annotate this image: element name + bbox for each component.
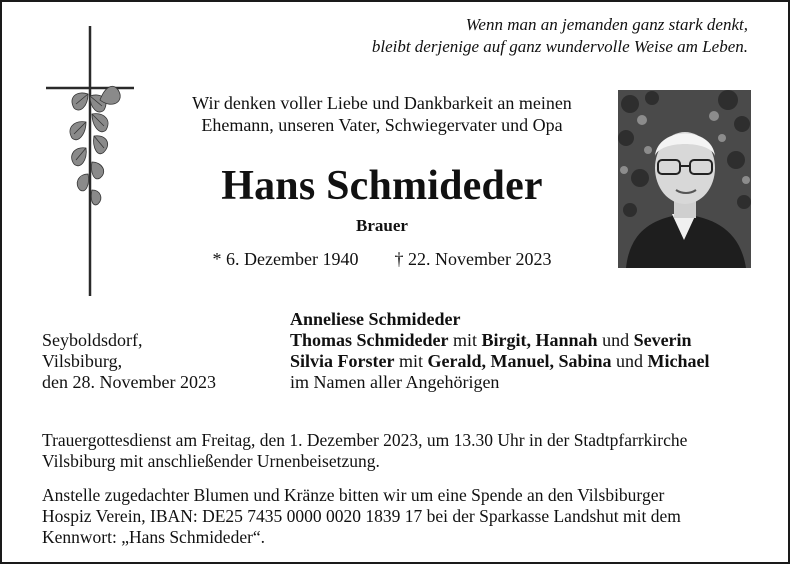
place-line-3: den 28. November 2023 <box>42 372 216 392</box>
mourner-2: Thomas Schmideder <box>290 330 449 350</box>
mourner-1: Anneliese Schmideder <box>290 309 461 329</box>
mourner-3-family-a: Gerald, Manuel, Sabina <box>427 351 612 371</box>
cross-with-leaves-icon <box>42 24 142 300</box>
deceased-profession: Brauer <box>356 216 408 235</box>
mourner-3-connector-1: mit <box>394 351 428 371</box>
life-dates <box>152 248 612 270</box>
mourner-3-connector-2: und <box>611 351 648 371</box>
donation-request <box>42 485 754 548</box>
quote-line-1: Wenn man an jemanden ganz stark denkt, <box>465 15 748 34</box>
intro-line-1: Wir denken voller Liebe und Dankbarkeit an meinen <box>192 93 572 113</box>
place-line-1: Seyboldsdorf, <box>42 330 143 350</box>
portrait-photo <box>618 90 751 268</box>
deceased-name: Hans Schmideder <box>221 163 543 209</box>
death-date: † 22. November 2023 <box>394 249 552 269</box>
place-line-2: Vilsbiburg, <box>42 351 123 371</box>
mourners-list <box>290 309 710 393</box>
mourner-2-connector-2: und <box>597 330 634 350</box>
birth-date: * 6. Dezember 1940 <box>212 249 359 269</box>
service-line-2: Vilsbiburg mit anschließender Urnenbeisetzung. <box>42 451 380 471</box>
quote-line-2: bleibt derjenige auf ganz wundervolle Weise am Leben. <box>371 37 748 56</box>
place-and-date <box>42 330 216 393</box>
mourner-2-connector-1: mit <box>448 330 482 350</box>
mourner-3: Silvia Forster <box>290 351 395 371</box>
donation-line-3: Kennwort: „Hans Schmideder“. <box>42 527 266 547</box>
mourner-3-family-b: Michael <box>647 351 710 371</box>
funeral-service-info <box>42 430 754 472</box>
mourner-2-family-b: Severin <box>633 330 692 350</box>
donation-line-1: Anstelle zugedachter Blumen und Kränze bitten wir um eine Spende an den Vilsbiburger <box>42 485 665 505</box>
intro-line-2: Ehemann, unseren Vater, Schwiegervater und Opa <box>201 115 563 135</box>
mourner-2-family-a: Birgit, Hannah <box>481 330 598 350</box>
memorial-quote <box>372 14 748 58</box>
intro-text <box>152 92 612 136</box>
mourners-closing: im Namen aller Angehörigen <box>290 372 500 392</box>
service-line-1: Trauergottesdienst am Freitag, den 1. Dezember 2023, um 13.30 Uhr in der Stadtpfarrkirche <box>42 430 688 450</box>
donation-line-2: Hospiz Verein, IBAN: DE25 7435 0000 0020 1839 17 bei der Sparkasse Landshut mit dem <box>42 506 681 526</box>
